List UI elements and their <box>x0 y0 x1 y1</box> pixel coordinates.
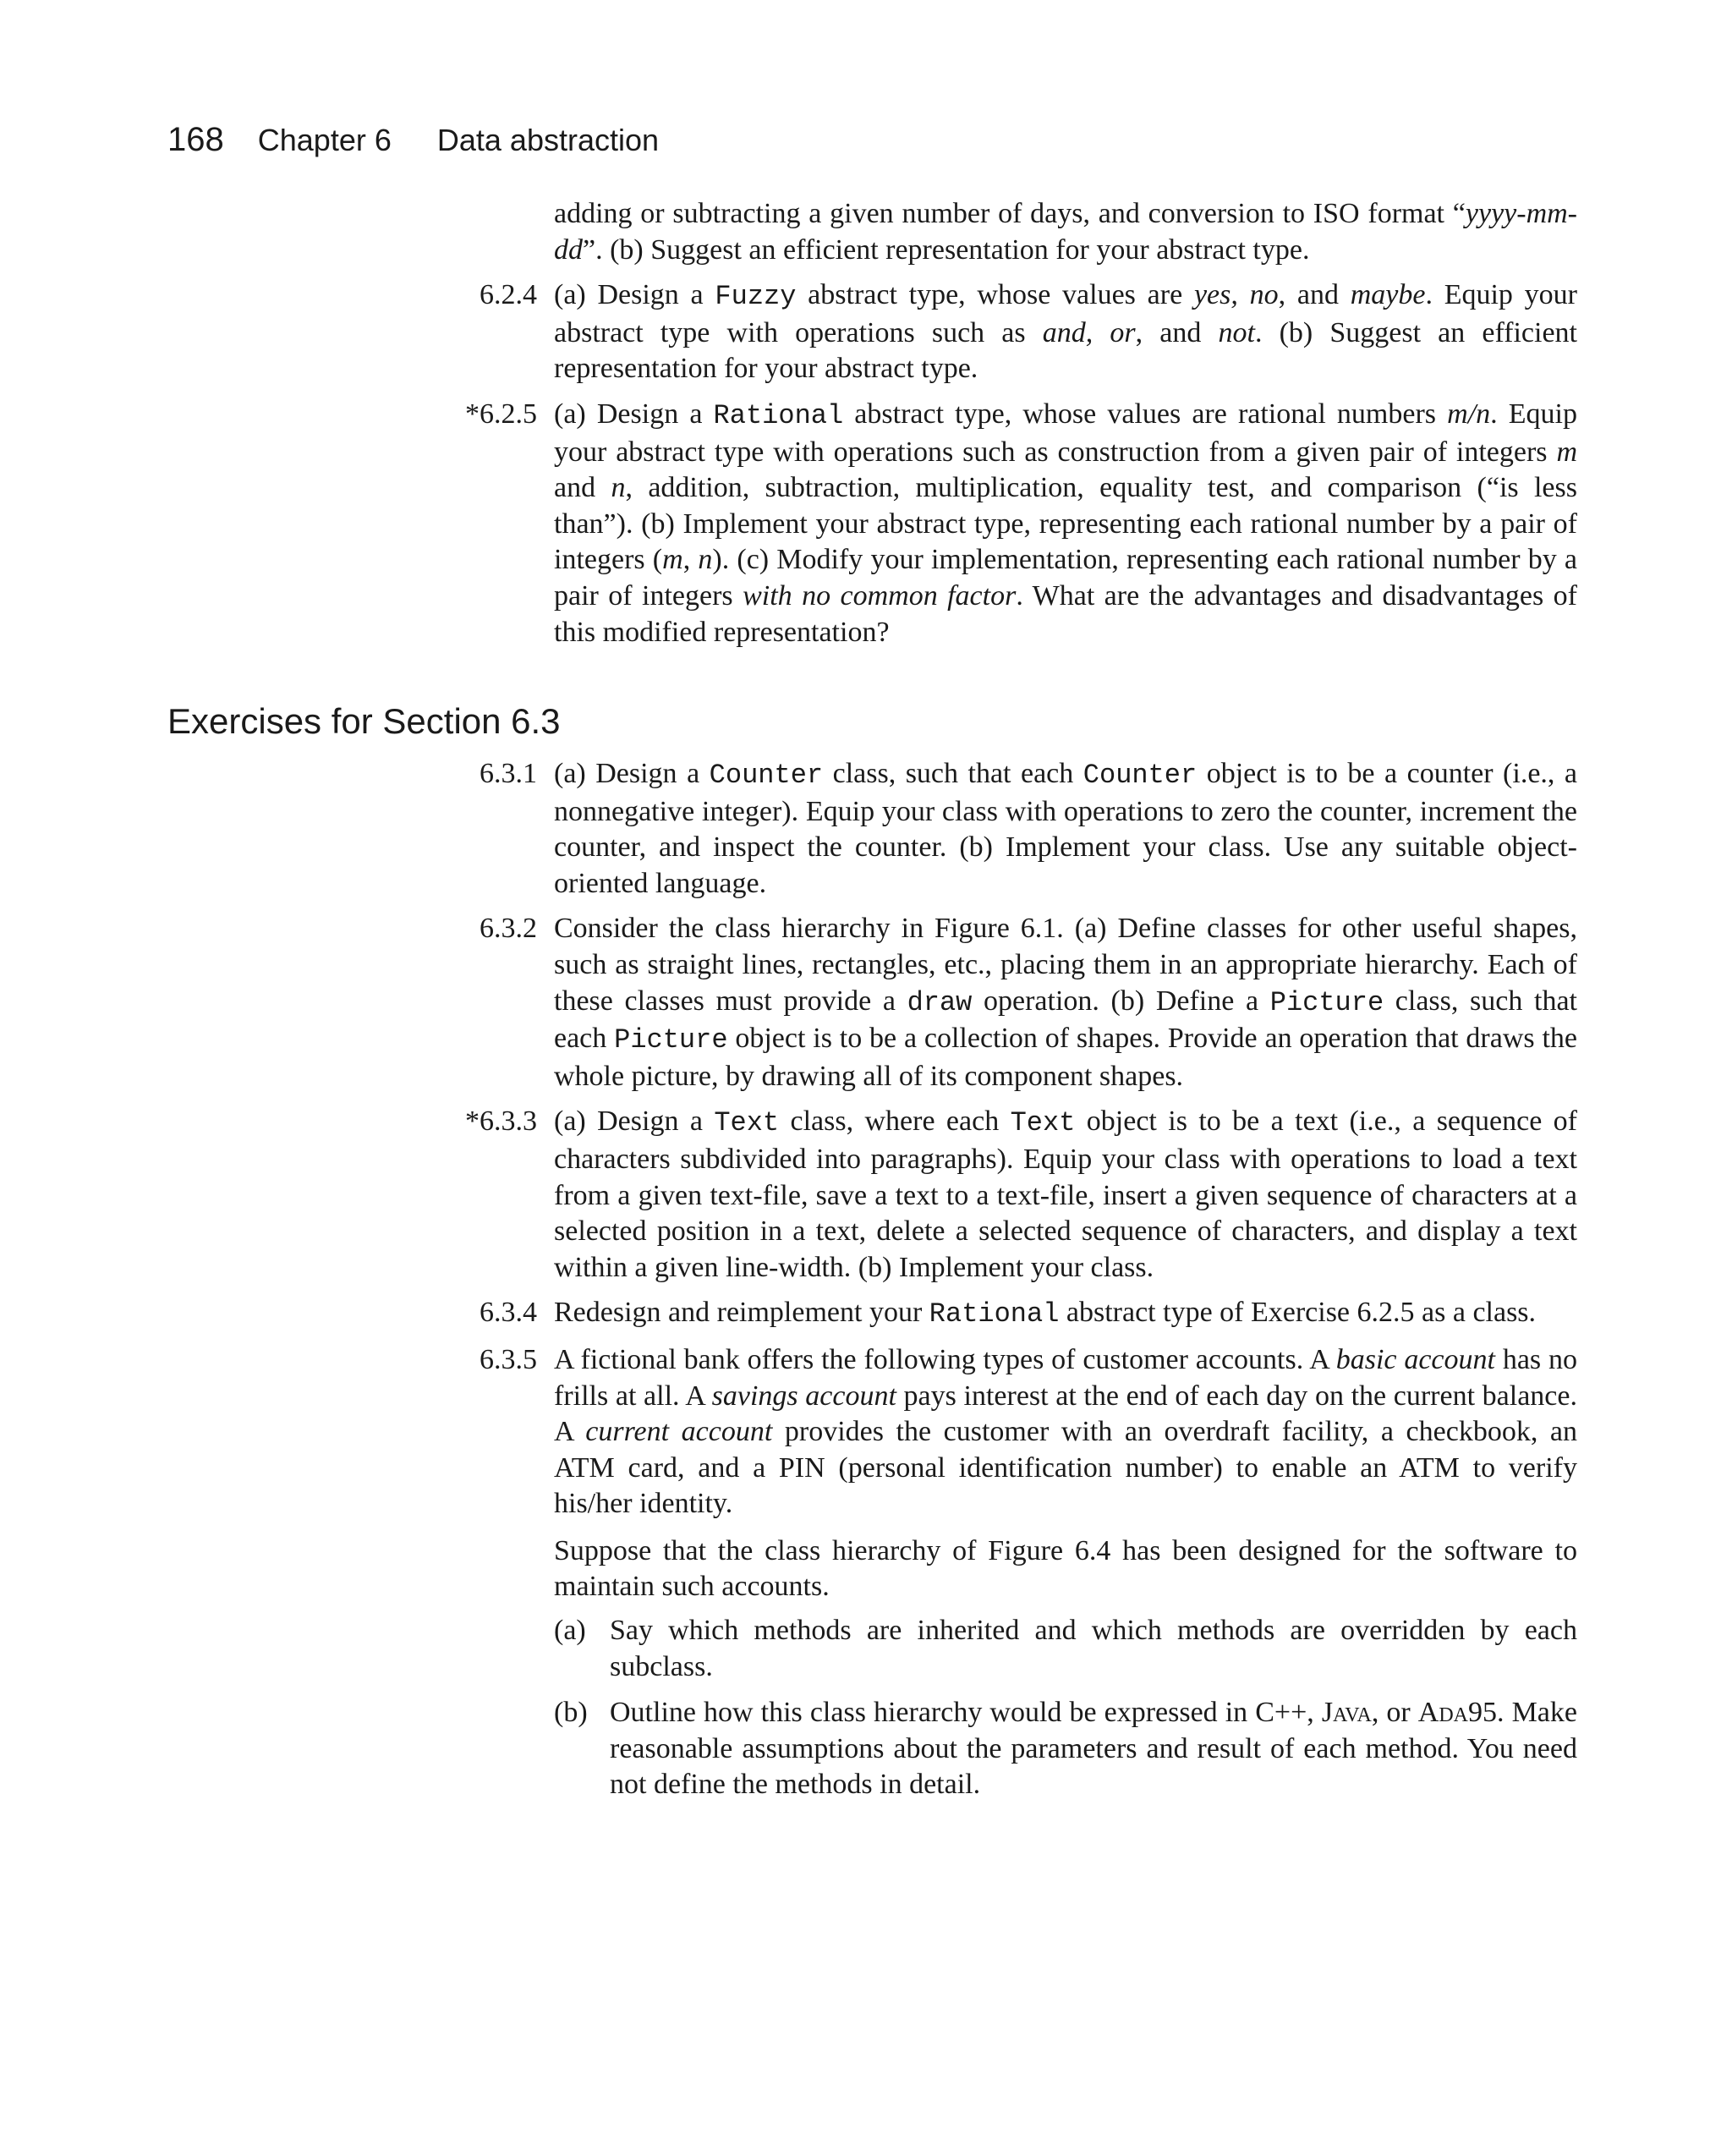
exercise-paragraph: Suppose that the class hierarchy of Figure 6.4 has been designed for the software to maintain such accounts. <box>554 1534 1577 1603</box>
exercise-number: 6.2.4 <box>480 279 537 311</box>
exercise-number: *6.2.5 <box>465 398 537 430</box>
page-number: 168 <box>167 121 224 158</box>
running-head <box>167 118 659 162</box>
exercise-number: 6.3.1 <box>480 758 537 789</box>
sub-item-a: (a) Say which methods are inherited and which methods are overridden by each subclass. <box>554 1615 1577 1682</box>
exercise-number: 6.3.5 <box>480 1343 537 1375</box>
sub-item-b: (b) Outline how this class hierarchy would be expressed in C++, Java, or Ada95. Make reasonable assumptions about the parameters and result of each method. You need not define the methods in detail. <box>554 1697 1577 1801</box>
exercise-6-3-5 <box>423 1342 1577 1803</box>
exercise-number: 6.3.2 <box>480 913 537 945</box>
exercise-paragraph: A fictional bank offers the following types of customer accounts. A basic account has no frills at all. A savings account pays interest at the end of each day on the current balance. A current account provides the customer with an overdraft facility, a checkbook, an ATM card, and a PIN (personal identification number) to enable an ATM to verify his/her identity. <box>554 1343 1577 1520</box>
sub-label: (a) <box>554 1615 586 1647</box>
sub-label: (b) <box>554 1697 588 1729</box>
exercise-6-3-4: 6.3.4 Redesign and reimplement your Rational abstract type of Exercise 6.2.5 as a class. <box>423 1295 1577 1333</box>
exercise-6-3-2: 6.3.2 Consider the class hierarchy in Figure 6.1. (a) Define classes for other useful shapes, such as straight lines, rectangles, etc., placing them in an appropriate hierarchy. Each of these classes must provide a draw operation. (b) Define a Picture class, such that each Picture object is to be a collection of shapes. Provide an operation that draws the whole picture, by drawing all of its component shapes. <box>423 911 1577 1094</box>
section-heading: Exercises for Section 6.3 <box>167 701 561 741</box>
exercise-6-2-4: 6.2.4 (a) Design a Fuzzy abstract type, whose values are yes, no, and maybe. Equip your abstract type with operations such as and, or, and not. (b) Suggest an efficient representation for your abstract type. <box>423 277 1577 387</box>
exercises-6-3-block <box>423 756 1577 1803</box>
exercise-6-2-3-continued: adding or subtracting a given number of days, and conversion to ISO format “yyyy-mm-dd”. (b) Suggest an efficient representation for your abstract type. <box>554 198 1578 266</box>
exercise-number: *6.3.3 <box>465 1105 537 1138</box>
exercise-6-2-5: *6.2.5 (a) Design a Rational abstract type, whose values are rational numbers m/n. Equip your abstract type with operations such as construction from a given pair of integers m and n, addition, subtraction, multiplication, equality test, and comparison (“is less than”). (b) Implement your abstract type, representing each rational number by a pair of integers (m, n). (c) Modify your implementation, representing each rational number by a pair of integers with no common factor. What are the advantages and disadvantages of this modified representation? <box>423 397 1577 650</box>
exercise-number: 6.3.4 <box>480 1297 537 1329</box>
chapter-title: Data abstraction <box>436 123 660 157</box>
exercise-6-3-1: 6.3.1 (a) Design a Counter class, such that each Counter object is to be a counter (i.e., a nonnegative integer). Equip your class with operations to zero the counter, increment the counter, and inspect the counter. (b) Implement your class. Use any suitable object-oriented language. <box>423 756 1577 902</box>
exercise-6-3-3: *6.3.3 (a) Design a Text class, where each Text object is to be a text (i.e., a sequence of characters subdivided into paragraphs). Equip your class with operations to load a text from a given text-file, save a text to a text-file, insert a given sequence of characters at a selected position in a text, delete a selected sequence of characters, and display a text within a given line-width. (b) Implement your class. <box>423 1104 1577 1286</box>
exercises-6-2-block <box>423 196 1577 650</box>
chapter-label: Chapter 6 <box>257 123 392 157</box>
